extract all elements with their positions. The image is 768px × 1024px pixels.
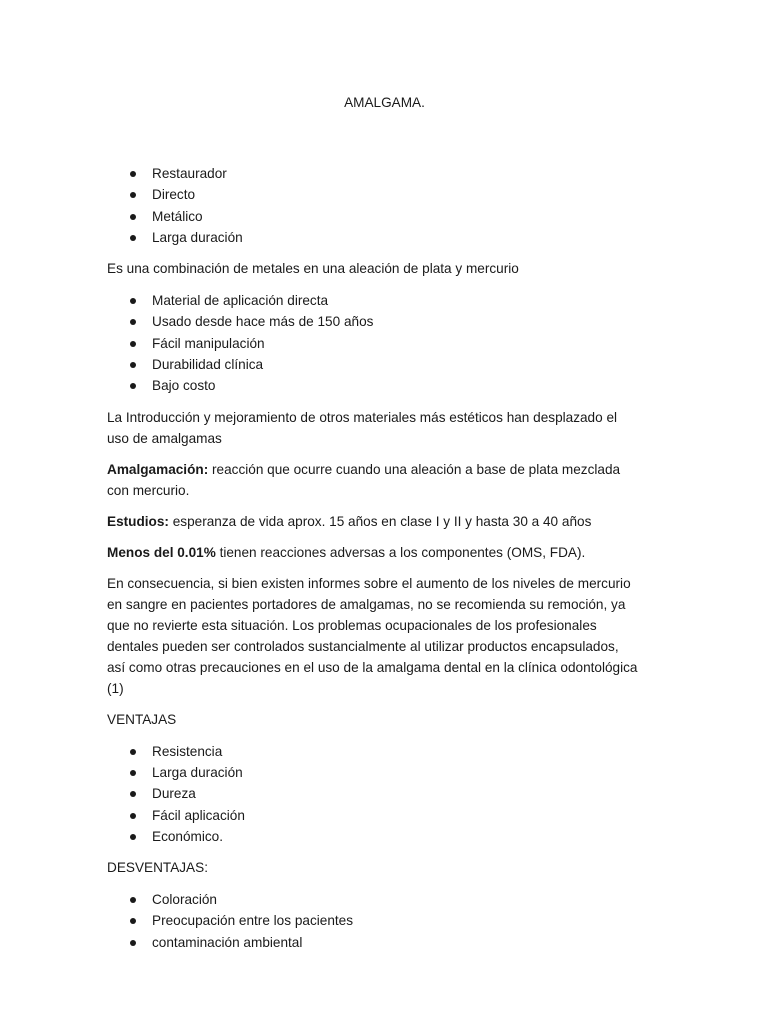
list-item: Larga duración bbox=[152, 762, 640, 783]
amalgamation-term: Amalgamación: bbox=[107, 461, 209, 477]
bullet-icon bbox=[130, 235, 136, 241]
reactions-term: Menos del 0.01% bbox=[107, 544, 216, 560]
bullet-icon bbox=[130, 192, 136, 198]
list-item: Directo bbox=[152, 184, 640, 205]
list-item: Durabilidad clínica bbox=[152, 354, 640, 375]
bullet-icon bbox=[130, 770, 136, 776]
reactions-paragraph bbox=[107, 542, 640, 563]
list-item: Coloración bbox=[152, 889, 640, 910]
list-item: Larga duración bbox=[152, 227, 640, 248]
list-item: Usado desde hace más de 150 años bbox=[152, 311, 640, 332]
list-item: Resistencia bbox=[152, 741, 640, 762]
list-item: Restaurador bbox=[152, 163, 640, 184]
bullet-icon bbox=[130, 171, 136, 177]
definition-paragraph: Es una combinación de metales en una aleación de plata y mercurio bbox=[107, 261, 519, 277]
list-item: Material de aplicación directa bbox=[152, 290, 640, 311]
studies-paragraph bbox=[107, 511, 640, 532]
bullet-icon bbox=[130, 319, 136, 325]
bullet-icon bbox=[130, 897, 136, 903]
bullet-icon bbox=[130, 918, 136, 924]
conclusion-paragraph: En consecuencia, si bien existen informes sobre el aumento de los niveles de mercurio en sangre en pacientes portadores de amalgamas, no se recomienda su remoción, ya que no revierte esta situación. Los problemas ocupacionales de los profesionales dentales pueden ser controlados sustancialmente al utilizar productos encapsulados, así como otras precauciones en el uso de la amalgama dental en la clínica odontológica (1) bbox=[107, 575, 638, 696]
studies-term: Estudios: bbox=[107, 513, 169, 529]
list-item: Metálico bbox=[152, 206, 640, 227]
list-item: Dureza bbox=[152, 783, 640, 804]
list-item: Fácil aplicación bbox=[152, 805, 640, 826]
amalgamation-text: reacción que ocurre cuando una aleación a base de plata mezclada con mercurio. bbox=[107, 461, 621, 498]
bullet-icon bbox=[130, 940, 136, 946]
disadvantages-list bbox=[107, 889, 640, 953]
list-item: contaminación ambiental bbox=[152, 932, 640, 953]
bullet-icon bbox=[130, 791, 136, 797]
bullet-icon bbox=[130, 214, 136, 220]
introduction-paragraph: La Introducción y mejoramiento de otros materiales más estéticos han desplazado el uso de amalgamas bbox=[107, 409, 618, 446]
advantages-heading: VENTAJAS bbox=[107, 711, 177, 727]
list-item: Bajo costo bbox=[152, 375, 640, 396]
amalgamation-paragraph bbox=[107, 459, 640, 501]
document-title: AMALGAMA. bbox=[344, 95, 425, 110]
list-item: Fácil manipulación bbox=[152, 333, 640, 354]
bullet-icon bbox=[130, 834, 136, 840]
bullet-icon bbox=[130, 383, 136, 389]
disadvantages-heading: DESVENTAJAS: bbox=[107, 860, 208, 876]
bullet-icon bbox=[130, 813, 136, 819]
bullet-icon bbox=[130, 298, 136, 304]
studies-text: esperanza de vida aprox. 15 años en clase I y II y hasta 30 a 40 años bbox=[168, 513, 592, 529]
bullet-icon bbox=[130, 362, 136, 368]
bullet-icon bbox=[130, 341, 136, 347]
list-item: Preocupación entre los pacientes bbox=[152, 910, 640, 931]
properties-list bbox=[107, 290, 640, 396]
bullet-icon bbox=[130, 749, 136, 755]
features-list bbox=[107, 163, 640, 248]
list-item: Económico. bbox=[152, 826, 640, 847]
reactions-text: tienen reacciones adversas a los componentes (OMS, FDA). bbox=[215, 544, 586, 560]
advantages-list bbox=[107, 741, 640, 847]
